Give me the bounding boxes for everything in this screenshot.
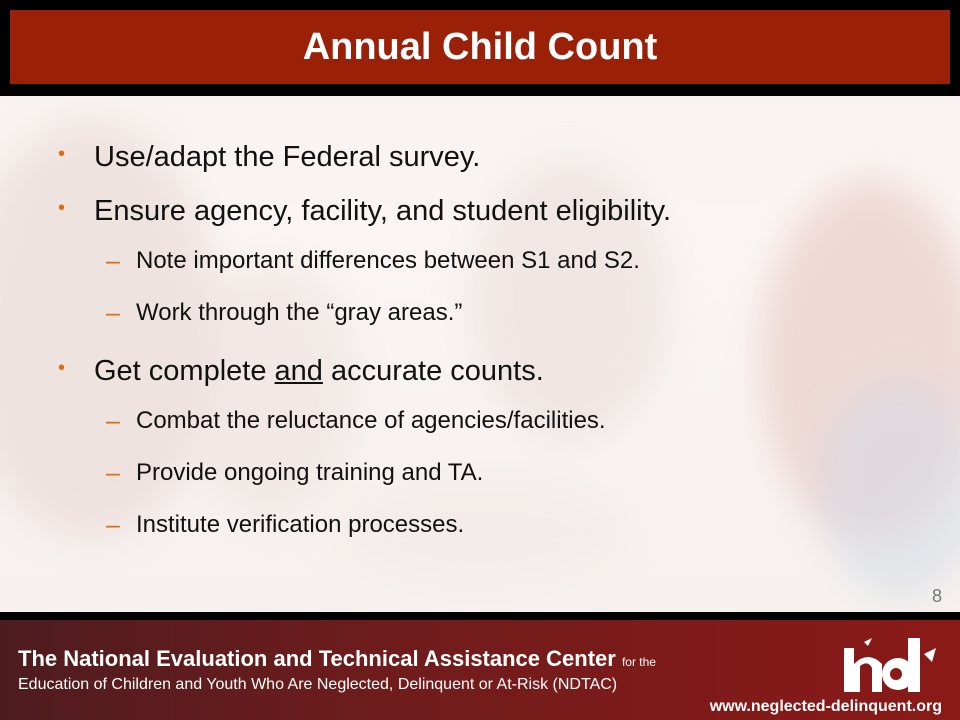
sub-bullet-item [0,498,960,538]
title-band [10,10,950,84]
footer-org-main: The National Evaluation and Technical Assistance Center [18,646,616,671]
sub-bullet-text: Provide ongoing training and TA. [136,459,484,486]
footer [0,612,960,720]
sub-bullet-marker: – [106,299,120,327]
footer-band [0,620,960,720]
footer-org-subtitle: Education of Children and Youth Who Are Neglected, Delinquent or At-Risk (NDTAC) [18,676,618,693]
bullet-text [94,354,544,388]
bullet-marker: • [58,197,66,219]
slide-title: Annual Child Count [302,25,658,68]
bullet-text-part: accurate counts. [322,355,544,387]
sub-bullet-text: Work through the “gray areas.” [136,299,463,326]
sub-bullet-marker: – [106,247,120,275]
bullet-item [0,180,960,227]
underlined-word: and [274,355,323,387]
bullet-text: Use/adapt the Federal survey. [94,141,481,173]
bullet-item [0,340,960,387]
sub-bullet-marker: – [106,511,120,539]
sub-bullet-marker: – [106,407,120,435]
bullet-marker: • [58,357,66,379]
sub-bullet-marker: – [106,459,120,487]
sub-bullet-item [0,234,960,274]
title-bar [0,0,960,96]
sub-bullet-text: Institute verification processes. [136,511,465,538]
footer-org-name [18,646,656,672]
sub-bullet-item [0,286,960,326]
bullet-text-part: Get complete [94,355,275,387]
page-number: 8 [931,586,942,606]
bullet-item [0,126,960,173]
sub-bullet-text: Note important differences between S1 and S2. [136,247,640,274]
sub-bullet-item [0,394,960,434]
sub-bullet-item [0,446,960,486]
nd-logo-icon [838,634,942,694]
sub-bullet-text: Combat the reluctance of agencies/facilities. [136,407,606,434]
bullet-marker: • [58,143,66,165]
bullet-text: Ensure agency, facility, and student eligibility. [94,195,672,227]
footer-url-link[interactable]: www.neglected-delinquent.org [709,698,942,715]
footer-org-small: for the [621,655,656,669]
